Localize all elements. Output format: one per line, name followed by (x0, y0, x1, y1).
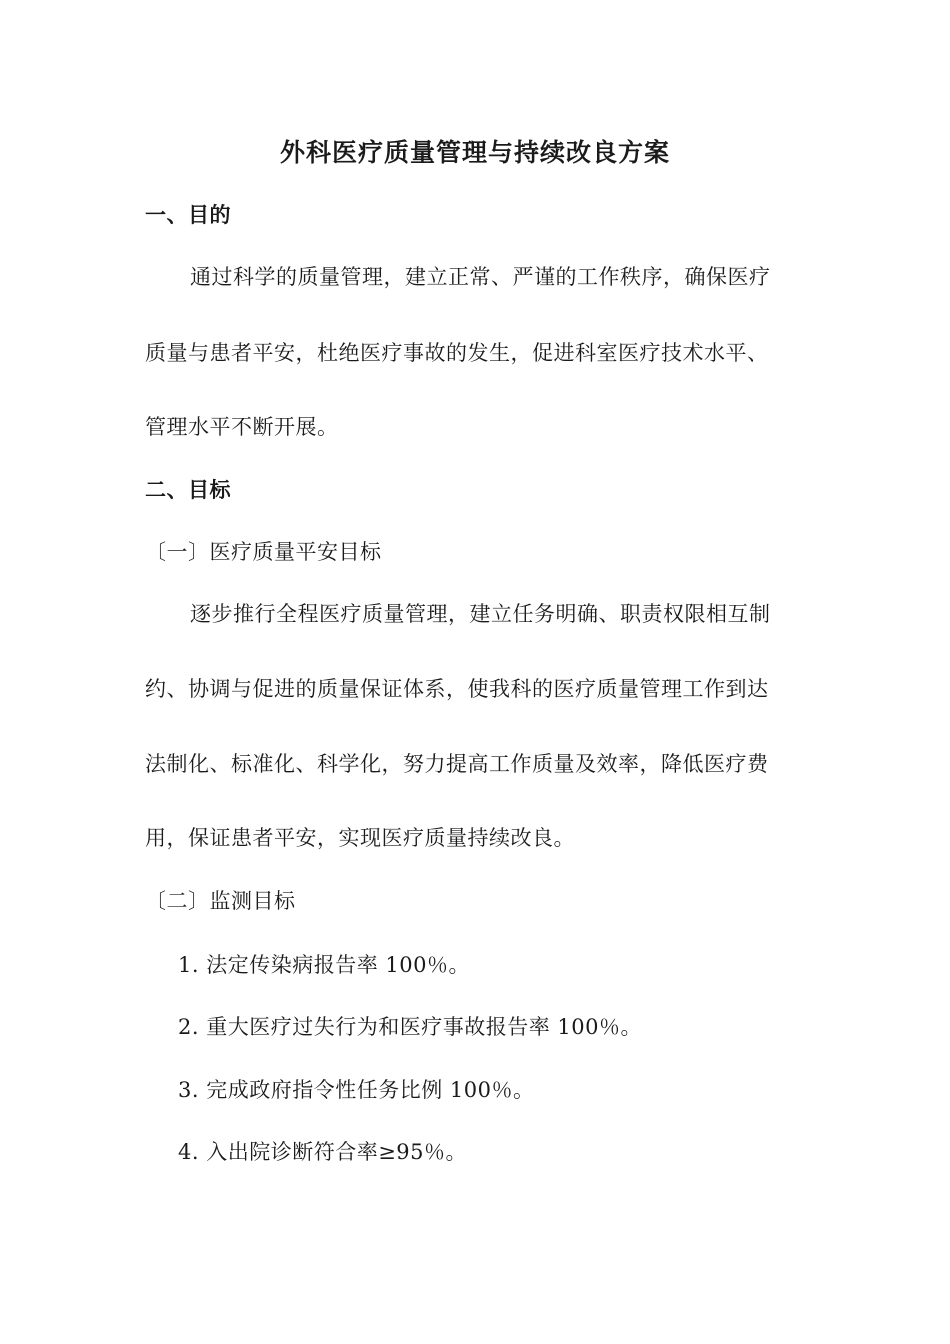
list-item: 2. 重大医疗过失行为和医疗事故报告率 100％。 (178, 1015, 642, 1039)
section-heading-goals: 二、目标 (145, 477, 231, 502)
list-item: 1. 法定传染病报告率 100％。 (178, 953, 470, 977)
paragraph-line: 逐步推行全程医疗质量管理，建立任务明确、职责权限相互制 (190, 602, 771, 626)
paragraph-line: 质量与患者平安，杜绝医疗事故的发生，促进科室医疗技术水平、 (145, 341, 769, 365)
paragraph-line: 通过科学的质量管理，建立正常、严谨的工作秩序，确保医疗 (190, 265, 771, 289)
paragraph-line: 管理水平不断开展。 (145, 415, 339, 439)
subsection-heading-quality-safety: 〔一〕医疗质量平安目标 (145, 540, 382, 564)
paragraph-line: 用，保证患者平安，实现医疗质量持续改良。 (145, 826, 575, 850)
subsection-heading-monitoring: 〔二〕监测目标 (145, 889, 296, 913)
document-title: 外科医疗质量管理与持续改良方案 (279, 138, 670, 167)
list-item: 3. 完成政府指令性任务比例 100％。 (178, 1078, 535, 1102)
paragraph-line: 约、协调与促进的质量保证体系，使我科的医疗质量管理工作到达 (145, 677, 769, 701)
section-heading-purpose: 一、目的 (145, 202, 231, 227)
paragraph-line: 法制化、标准化、科学化，努力提高工作质量及效率，降低医疗费 (145, 752, 769, 776)
list-item: 4. 入出院诊断符合率≥95％。 (178, 1140, 468, 1164)
